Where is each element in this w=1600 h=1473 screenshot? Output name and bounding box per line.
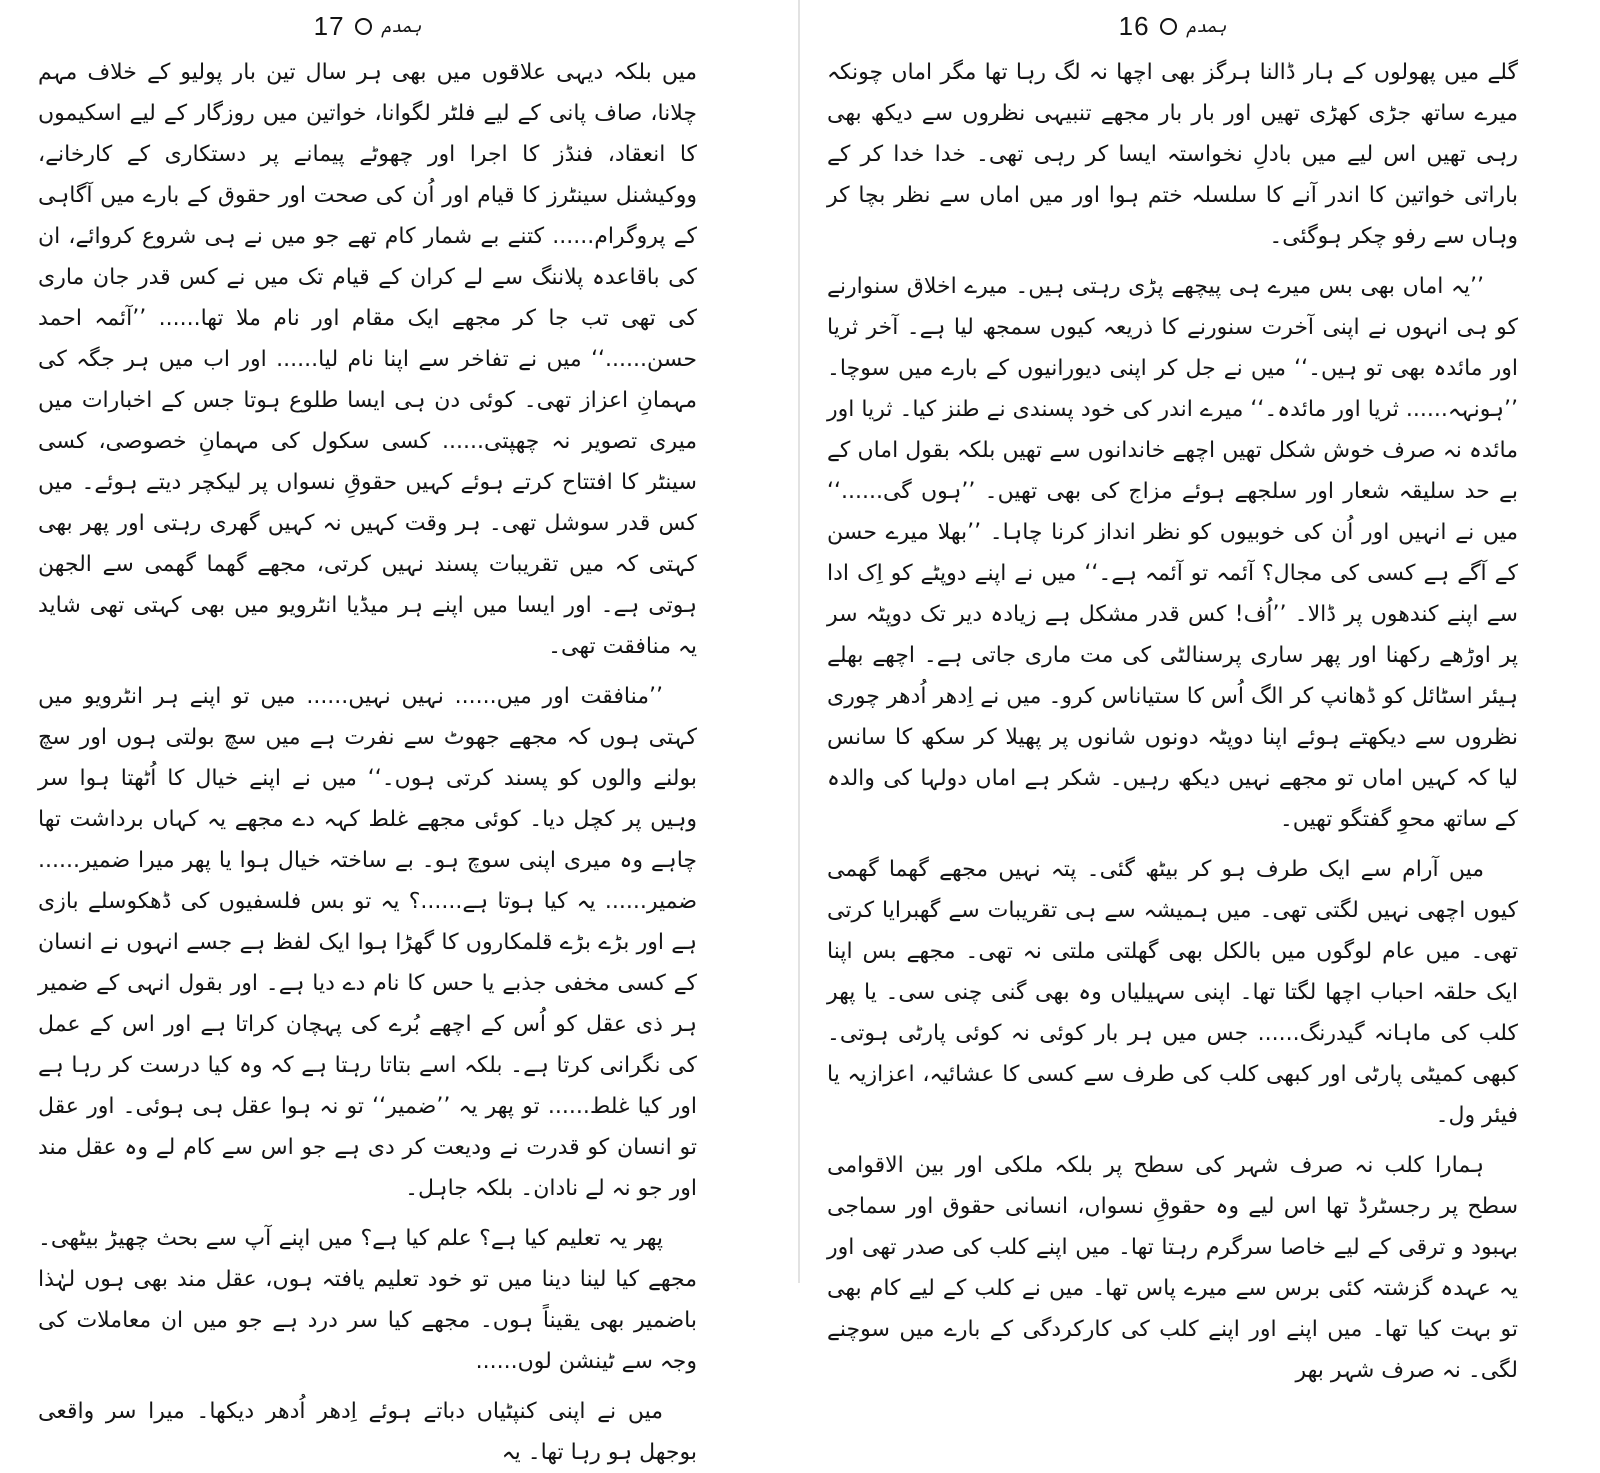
page-number: 16 <box>1118 10 1150 41</box>
paragraph: ’’یہ اماں بھی بس میرے ہی پیچھے پڑی رہتی ہیں۔ میرے اخلاق سنوارنے کو ہی انہوں نے اپنی آخرت سنورنے کا ذریعہ کیوں سمجھ لیا ہے۔ آخر ثریا اور مائدہ بھی تو ہیں۔‘‘ میں نے جل کر اپنی دیورانیوں کے بارے میں سوچا۔ ’’ہونہہ...... ثریا اور مائدہ۔‘‘ میرے اندر کی خود پسندی نے طنز کیا۔ ثریا اور مائدہ نہ صرف خوش شکل تھیں اچھے خاندانوں سے تھیں بلکہ بقول اماں کے بے حد سلیقہ شعار اور سلجھے ہوئے مزاج کی بھی تھیں۔ ’’ہوں گی......‘‘ میں نے انہیں اور اُن کی خوبیوں کو نظر انداز کرنا چاہا۔ ’’بھلا میرے حسن کے آگے ہے کسی کی مجال؟ آئمہ تو آئمہ ہے۔‘‘ میں نے اپنے دوپٹے کو اِک ادا سے اپنے کندھوں پر ڈالا۔ ’’اُف! کس قدر مشکل ہے زیادہ دیر تک دوپٹہ سر پر اوڑھے رکھنا اور پھر ساری پرسنالٹی کی مت ماری جاتی ہے۔ اچھے بھلے ہیئر اسٹائل کو ڈھانپ کر الگ اُس کا ستیاناس کرو۔ میں نے اِدھر اُدھر چوری نظروں سے دیکھتے ہوئے اپنا دوپٹہ دونوں شانوں پر پھیلا کر سکھ کا سانس لیا کہ کہیں اماں تو مجھے نہیں دیکھ رہیں۔ شکر ہے اماں دولہا کی والدہ کے ساتھ محوِ گفتگو تھیں۔ <box>827 274 1518 832</box>
magazine-brand: ہمدم <box>1186 16 1227 37</box>
page-body-17 <box>38 52 697 1473</box>
paragraph: گلے میں پھولوں کے ہار ڈالنا ہرگز بھی اچھا نہ لگ رہا تھا مگر اماں چونکہ میرے ساتھ جڑی کھڑی تھیں اور بار بار مجھے تنبیہی نظروں سے دیکھ بھی رہی تھیں اس لیے میں بادلِ نخواستہ ایسا کر رہی تھی۔ خدا خدا کر کے باراتی خواتین کا اندر آنے کا سلسلہ ختم ہوا اور میں اماں سے نظر بچا کر وہاں سے رفو چکر ہوگئی۔ <box>827 60 1518 249</box>
magazine-brand: ہمدم <box>381 16 422 37</box>
paragraph: میں نے اپنی کنپٹیاں دباتے ہوئے اِدھر اُدھر دیکھا۔ میرا سر واقعی بوجھل ہو رہا تھا۔ یہ <box>38 1399 697 1465</box>
paragraph: میں آرام سے ایک طرف ہو کر بیٹھ گئی۔ پتہ نہیں مجھے گھما گھمی کیوں اچھی نہیں لگتی تھی۔ میں ہمیشہ سے ہی تقریبات سے گھبرایا کرتی تھی۔ میں عام لوگوں میں بالکل بھی گھلتی ملتی نہ تھی۔ مجھے بس اپنا ایک حلقہ احباب اچھا لگتا تھا۔ اپنی سہیلیاں وہ بھی گنی چنی سی۔ یا پھر کلب کی ماہانہ گیدرنگ...... جس میں ہر بار کوئی نہ کوئی پارٹی ہوتی۔ کبھی کمیٹی پارٹی اور کبھی کلب کی طرف سے کسی کا عشائیہ، اعزازیہ یا فیئر ول۔ <box>827 857 1518 1128</box>
circle-ornament-icon <box>355 18 372 35</box>
paragraph: میں بلکہ دیہی علاقوں میں بھی ہر سال تین بار پولیو کے خلاف مہم چلانا، صاف پانی کے لیے فلٹر لگوانا، خواتین میں روزگار کے لیے اسکیموں کا انعقاد، فنڈز کا اجرا اور چھوٹے پیمانے پر دستکاری کے کارخانے، ووکیشنل سینٹرز کا قیام اور اُن کی صحت اور حقوق کے بارے میں آگاہی کے پروگرام...... کتنے بے شمار کام تھے جو میں نے ہی شروع کروائے، ان کی باقاعدہ پلاننگ سے لے کران کے قیام تک میں نے کس قدر جان ماری کی تھی تب جا کر مجھے ایک مقام اور نام ملا تھا...... ’’آئمہ احمد حسن......‘‘ میں نے تفاخر سے اپنا نام لیا...... اور اب میں ہر جگہ کی مہمانِ اعزاز تھی۔ کوئی دن ہی ایسا طلوع ہوتا جس کے اخبارات میں میری تصویر نہ چھپتی...... کسی سکول کی مہمانِ خصوصی، کسی سینٹر کا افتتاح کرتے ہوئے کہیں حقوقِ نسواں پر لیکچر دیتے ہوئے۔ میں کس قدر سوشل تھی۔ ہر وقت کہیں نہ کہیں گھری رہتی اور پھر بھی کہتی کہ میں تقریبات پسند نہیں کرتی، مجھے گھما گھمی سے الجھن ہوتی ہے۔ اور ایسا میں اپنے ہر میڈیا انٹرویو میں بھی کہتی تھی شاید یہ منافقت تھی۔ <box>38 60 697 659</box>
paragraph: ہمارا کلب نہ صرف شہر کی سطح پر بلکہ ملکی اور بین الاقوامی سطح پر رجسٹرڈ تھا اس لیے وہ حقوقِ نسواں، انسانی حقوق اور سماجی بہبود و ترقی کے لیے خاصا سرگرم رہتا تھا۔ میں اپنے کلب کی صدر تھی اور یہ عہدہ گزشتہ کئی برس سے میرے پاس تھا۔ میں نے کلب کے لیے کام بھی تو بہت کیا تھا۔ میں اپنے اور اپنے کلب کی کارکردگی کے بارے میں سوچنے لگی۔ نہ صرف شہر بھر <box>827 1153 1518 1383</box>
page-number: 17 <box>313 10 345 41</box>
circle-ornament-icon <box>1160 18 1177 35</box>
book-spine <box>798 0 800 1283</box>
page-17 <box>0 0 795 1465</box>
page-body-16 <box>827 52 1518 1391</box>
paragraph: ’’منافقت اور میں...... نہیں نہیں...... میں تو اپنے ہر انٹرویو میں کہتی ہوں کہ مجھے جھوٹ سے نفرت ہے میں سچ بولتی ہوں اور سچ بولنے والوں کو پسند کرتی ہوں۔‘‘ میں نے اپنے خیال کا اُٹھتا ہوا سر وہیں پر کچل دیا۔ کوئی مجھے غلط کہہ دے مجھے یہ کہاں برداشت تھا چاہے وہ میری اپنی سوچ ہو۔ بے ساختہ خیال ہوا یا پھر میرا ضمیر...... ضمیر...... یہ کیا ہوتا ہے......؟ یہ تو بس فلسفیوں کی ڈھکوسلے بازی ہے اور بڑے بڑے قلمکاروں کا گھڑا ہوا ایک لفظ ہے جسے انہوں نے انسان کے کسی مخفی جذبے یا حس کا نام دے دیا ہے۔ اور بقول انہی کے ضمیر ہر ذی عقل کو اُس کے اچھے بُرے کی پہچان کراتا ہے اور اس کے عمل کی نگرانی کرتا ہے۔ بلکہ اسے بتاتا رہتا ہے کہ وہ کیا درست کر رہا ہے اور کیا غلط...... تو پھر یہ ’’ضمیر‘‘ تو نہ ہوا عقل ہی ہوئی۔ اور عقل تو انسان کو قدرت نے ودیعت کر دی ہے جو اس سے کام لے وہ عقل مند اور جو نہ لے نادان۔ بلکہ جاہل۔ <box>38 684 697 1201</box>
paragraph: پھر یہ تعلیم کیا ہے؟ علم کیا ہے؟ میں اپنے آپ سے بحث چھیڑ بیٹھی۔ مجھے کیا لینا دینا میں تو خود تعلیم یافتہ ہوں، عقل مند بھی ہوں لہٰذا باضمیر بھی یقیناً ہوں۔ مجھے کیا سر درد ہے جو میں ان معاملات کی وجہ سے ٹینشن لوں...... <box>38 1226 697 1374</box>
page-header-17 <box>38 0 697 52</box>
page-header-16 <box>827 0 1518 52</box>
page-16 <box>805 0 1600 1383</box>
